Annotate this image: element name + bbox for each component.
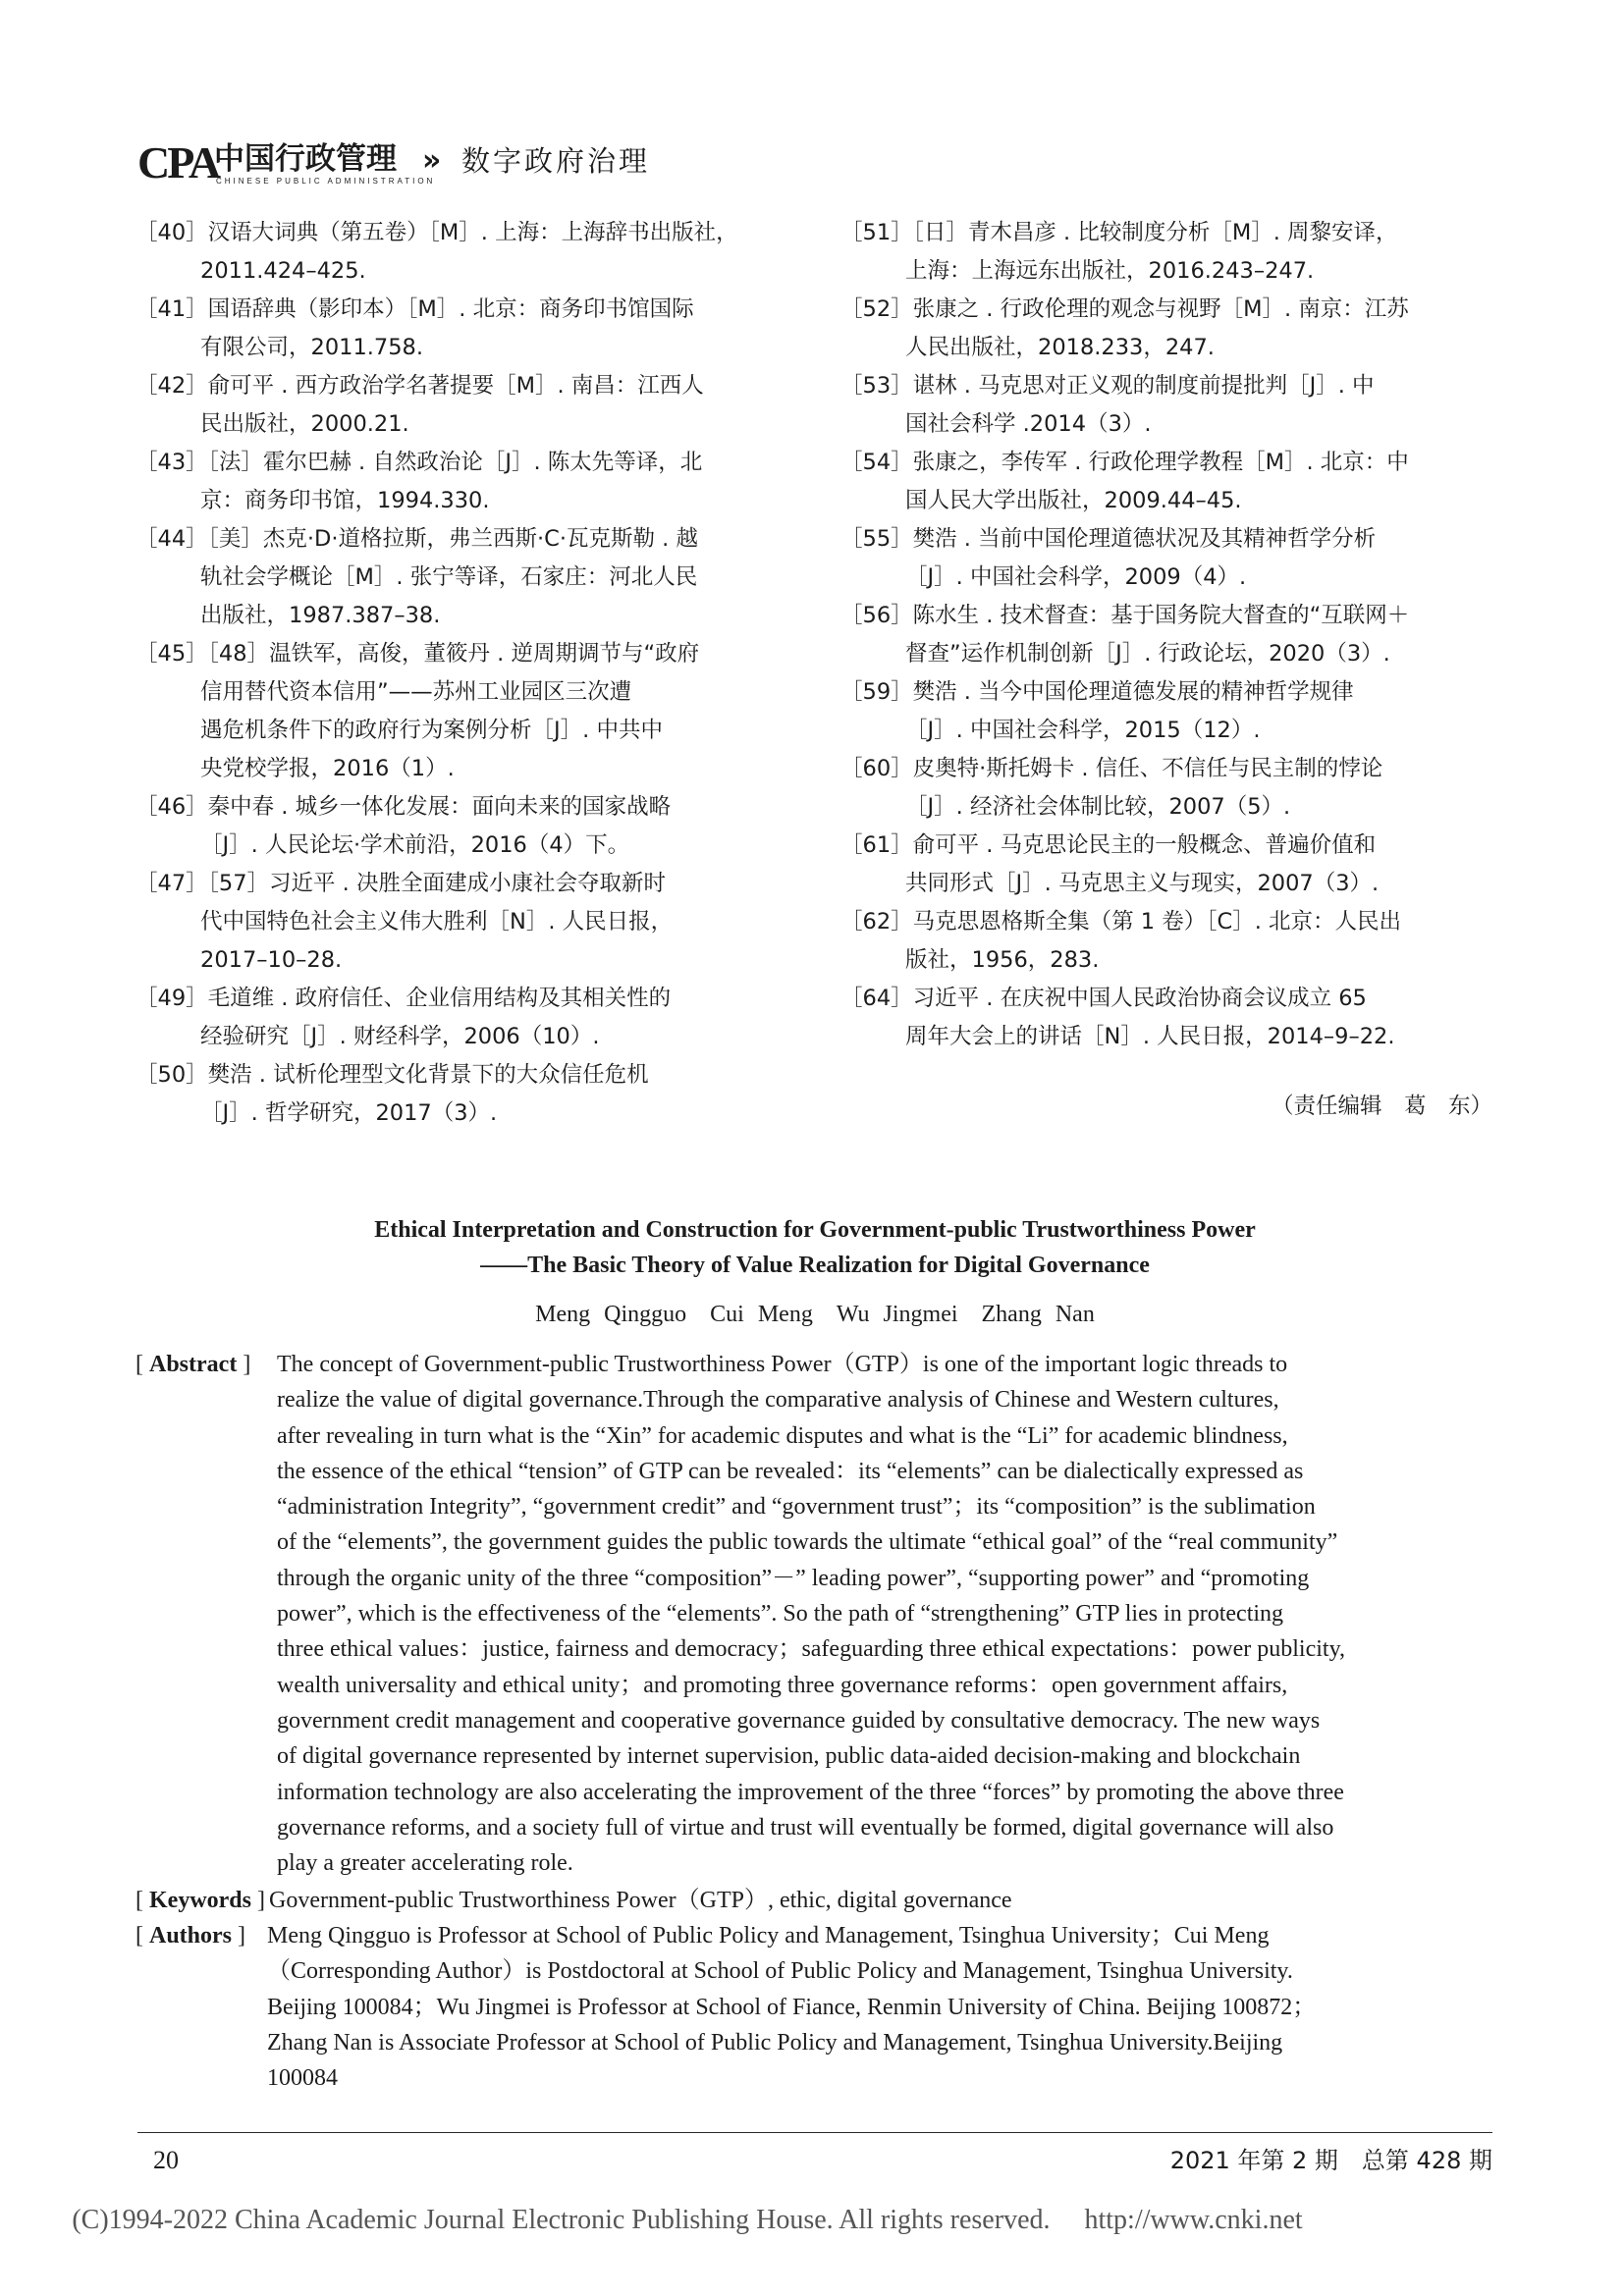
reference-item: ［64］习近平 . 在庆祝中国人民政治协商会议成立 65 周年大会上的讲话［N］. 人民日报，2014–9–22. bbox=[840, 986, 1395, 1049]
reference-item: ［45］［48］温铁军，高俊，董筱丹 . 逆周期调节与“政府 信用替代资本信用”——苏州工业园区三次遭 遇危机条件下的政府行为案例分析［J］. 中共中 央党校学报，2016（1）. bbox=[135, 641, 700, 781]
logo-mark: CPA bbox=[137, 137, 219, 187]
abstract-text: The concept of Government-public Trustworthiness Power（GTP）is one of the important logic threads to realize the value of digital governance.Through the comparative analysis of Chinese and Western cultures, after revealing in turn what is the “Xin” for academic disputes and what is the “Li” for academic blindness, the essence of the ethical “tension” of GTP can be revealed：its “elements” can be dialectically expressed as “administration Integrity”, “government credit” and “government trust”；its “composition” is the sublimation of the “elements”, the government guides the public towards the ultimate “ethical goal” of the “real community” through the organic unity of the three “composition”－” leading power”, “supporting power” and “promoting power”, which is the effectiveness of the “elements”. So the path of “strengthening” GTP lies in protecting three ethical values：justice, fairness and democracy；safeguarding three ethical expectations：power publicity, wealth universality and ethical unity；and promoting three governance reforms：open government affairs, government credit management and cooperative governance guided by consultative democracy. The new ways of digital governance represented by internet supervision, public data-aided decision-making and blockchain information technology are also accelerating the improvement of the three “forces” by promoting the above three governance reforms, and a society full of virtue and trust will eventually be formed, digital governance will also play a greater accelerating role. bbox=[277, 1352, 1346, 1877]
authors-text: Meng Qingguo is Professor at School of Public Policy and Management, Tsinghua University；Cui Meng （Corresponding Author）is Postdoctoral at School of Public Policy and Management, Tsinghua University. Beijing 100084；Wu Jingmei is Professor at School of Fiance, Renmin University of China. Beijing 100872； Zhang Nan is Associate Professor at School of Public Policy and Management, Tsinghua University.Beijing 100084 bbox=[267, 1923, 1317, 2092]
copyright-line: (C)1994-2022 China Academic Journal Electronic Publishing House. All rights reserved. http://www.cnki.net bbox=[72, 2205, 1303, 2235]
journal-name-en: CHINESE PUBLIC ADMINISTRATION bbox=[216, 177, 436, 186]
abstract-label: [ Abstract ] bbox=[135, 1352, 251, 1377]
reference-item: ［53］谌林 . 马克思对正义观的制度前提批判［J］. 中 国社会科学 .2014（3）. bbox=[840, 373, 1375, 437]
issue-info: 2021 年第 2 期 总第 428 期 bbox=[1169, 2147, 1492, 2174]
section-name: 数字政府治理 bbox=[461, 144, 651, 178]
journal-name: 中国行政管理 bbox=[214, 141, 397, 177]
reference-item: ［47］［57］习近平 . 决胜全面建成小康社会夺取新时 代中国特色社会主义伟大胜利［N］. 人民日报， 2017–10–28. bbox=[135, 871, 674, 973]
reference-item: ［50］樊浩 . 试析伦理型文化背景下的大众信任危机 ［J］. 哲学研究，2017（3）. bbox=[135, 1062, 649, 1126]
page-number: 20 bbox=[153, 2146, 179, 2174]
reference-item: ［46］秦中春 . 城乡一体化发展：面向未来的国家战略 ［J］. 人民论坛·学术前沿，2016（4）下。 bbox=[135, 794, 672, 858]
keywords-section bbox=[135, 1883, 1492, 1918]
english-subtitle: ——The Basic Theory of Value Realization for Digital Governance bbox=[480, 1253, 1150, 1278]
reference-item: ［43］［法］霍尔巴赫 . 自然政治论［J］. 陈太先等译，北 京：商务印书馆，1994.330. bbox=[135, 450, 703, 513]
references-right-column bbox=[840, 214, 1492, 1056]
reference-item: ［52］张康之 . 行政伦理的观念与视野［M］. 南京：江苏 人民出版社，2018.233，247. bbox=[840, 296, 1409, 360]
authors-section bbox=[135, 1918, 1492, 2096]
reference-item: ［42］俞可平 . 西方政治学名著提要［M］. 南昌：江西人 民出版社，2000.21. bbox=[135, 373, 704, 437]
reference-item: ［40］汉语大词典（第五卷）［M］. 上海：上海辞书出版社， 2011.424–425. bbox=[135, 220, 738, 284]
reference-item: ［44］［美］杰克·D·道格拉斯，弗兰西斯·C·瓦克斯勒 . 越 轨社会学概论［M］. 张宁等译，石家庄：河北人民 出版社，1987.387–38. bbox=[135, 526, 698, 628]
reference-item: ［62］马克思恩格斯全集（第 1 卷）［C］. 北京：人民出 版社，1956，283. bbox=[840, 909, 1402, 973]
page-header bbox=[137, 137, 1492, 196]
keywords-label: [ Keywords ] bbox=[135, 1888, 265, 1913]
reference-item: ［54］张康之，李传军 . 行政伦理学教程［M］. 北京：中 国人民大学出版社，2009.44–45. bbox=[840, 450, 1409, 513]
footer-divider bbox=[137, 2132, 1492, 2133]
authors-label: [ Authors ] bbox=[135, 1923, 246, 1949]
reference-item: ［59］樊浩 . 当今中国伦理道德发展的精神哲学规律 ［J］. 中国社会科学，2015（12）. bbox=[840, 679, 1354, 743]
reference-item: ［51］［日］青木昌彦 . 比较制度分析［M］. 周黎安译， 上海：上海远东出版社，2016.243–247. bbox=[840, 220, 1398, 284]
reference-item: ［49］毛道维 . 政府信任、企业信用结构及其相关性的 经验研究［J］. 财经科学，2006（10）. bbox=[135, 986, 672, 1049]
reference-item: ［41］国语辞典（影印本）［M］. 北京：商务印书馆国际 有限公司，2011.758. bbox=[135, 296, 694, 360]
english-title: Ethical Interpretation and Construction for Government-public Trustworthiness Power bbox=[374, 1217, 1256, 1243]
reference-item: ［61］俞可平 . 马克思论民主的一般概念、普遍价值和 共同形式［J］. 马克思主义与现实，2007（3）. bbox=[840, 832, 1380, 896]
reference-item: ［55］樊浩 . 当前中国伦理道德状况及其精神哲学分析 ［J］. 中国社会科学，2009（4）. bbox=[840, 526, 1377, 590]
reference-item: ［60］皮奥特·斯托姆卡 . 信任、不信任与民主制的悖论 ［J］. 经济社会体制比较，2007（5）. bbox=[840, 756, 1383, 820]
english-authors: Meng Qingguo Cui Meng Wu Jingmei Zhang Nan bbox=[535, 1302, 1095, 1327]
reference-item: ［56］陈水生 . 技术督查：基于国务院大督查的“互联网＋ 督查”运作机制创新［J］. 行政论坛，2020（3）. bbox=[840, 603, 1410, 667]
keywords-text: Government-public Trustworthiness Power（GTP）, ethic, digital governance bbox=[269, 1888, 1012, 1913]
double-chevron-right-icon: » bbox=[422, 143, 442, 178]
abstract-section bbox=[135, 1347, 1492, 1881]
references-left-column bbox=[135, 214, 784, 1133]
editor-note: （责任编辑 葛 东） bbox=[1271, 1094, 1492, 1119]
